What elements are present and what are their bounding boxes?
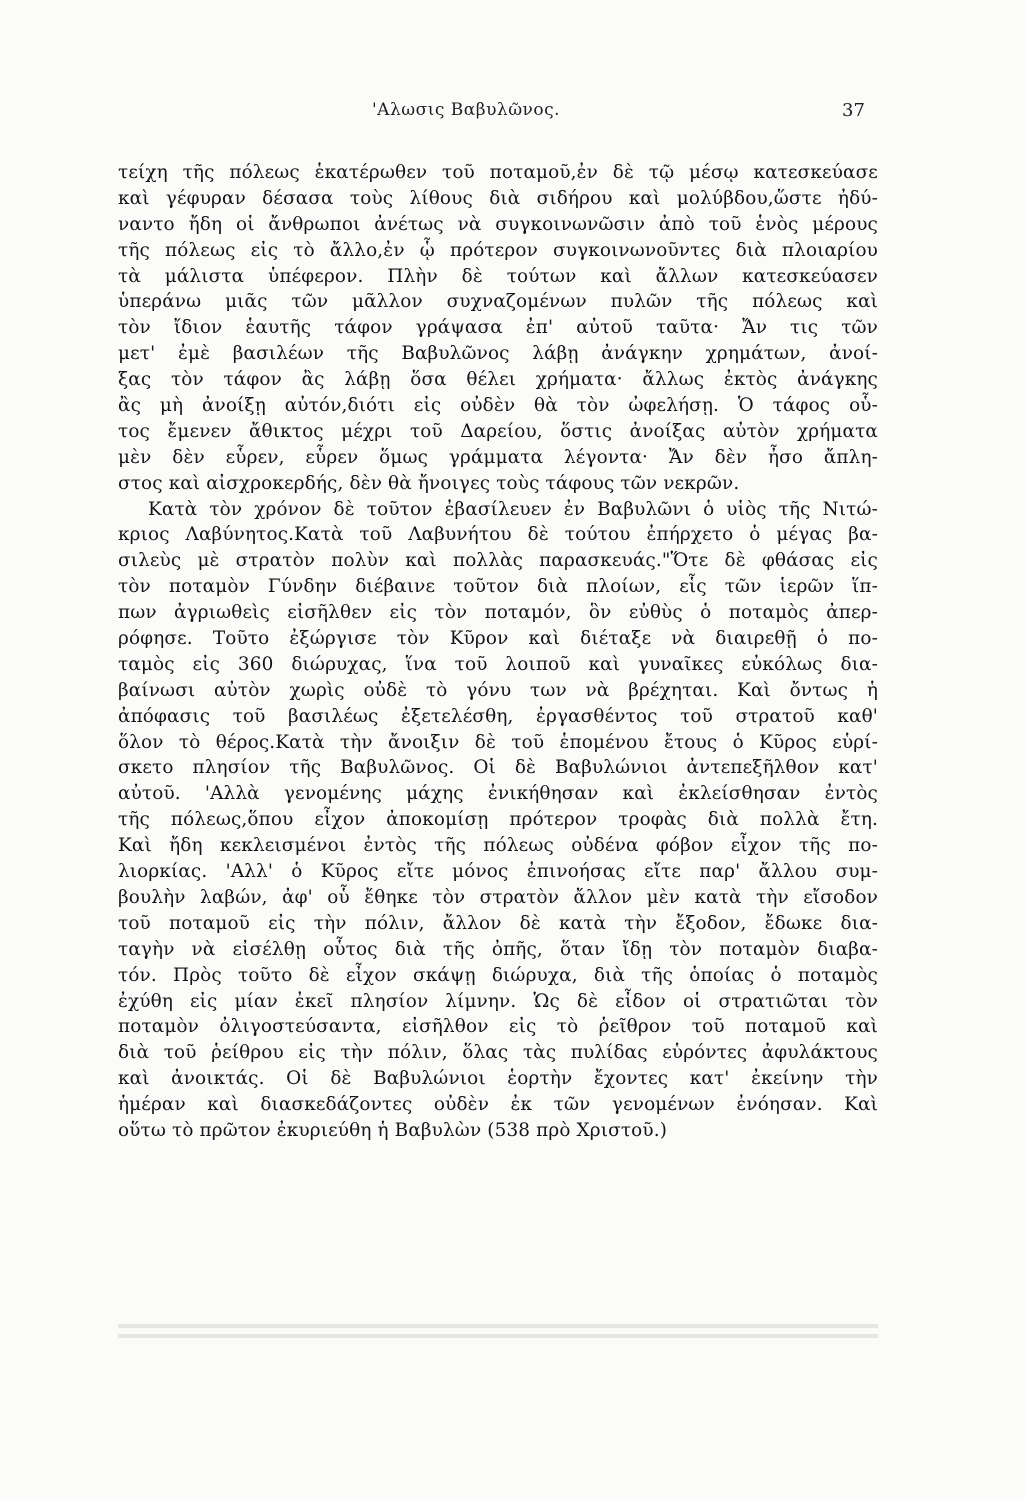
text-line: ναντο ἤδη οἱ ἄνθρωποι ἀνέτως νὰ συγκοινωνῶσιν ἀπὸ τοῦ ἑνὸς μέρους — [118, 213, 878, 235]
text-line: διὰ τοῦ ῥείθρου εἰς τὴν πόλιν, ὅλας τὰς πυλίδας εὑρόντες ἀφυλάκτους — [118, 1042, 878, 1064]
text-line: ταμὸς εἰς 360 διώρυχας, ἵνα τοῦ λοιποῦ καὶ γυναῖκες εὐκόλως δια- — [118, 653, 878, 675]
text-line: ταγὴν νὰ εἰσέλθῃ οὗτος διὰ τῆς ὀπῆς, ὅταν ἴδῃ τὸν ποταμὸν διαβα- — [118, 938, 878, 960]
show-through-line — [118, 1334, 878, 1338]
show-through-footnote — [118, 1318, 878, 1340]
text-line: στος καὶ αἰσχροκερδής, δὲν θὰ ἤνοιγες τοὺς τάφους τῶν νεκρῶν. — [118, 472, 740, 494]
text-line: ἐχύθη εἰς μίαν ἐκεῖ πλησίον λίμνην. Ὡς δὲ εἶδον οἱ στρατιῶται τὸν — [118, 990, 878, 1012]
text-line: βουλὴν λαβών, ἀφ' οὗ ἔθηκε τὸν στρατὸν ἄλλον μὲν κατὰ τὴν εἴσοδον — [118, 886, 878, 908]
text-line: τῆς πόλεως,ὅπου εἶχον ἀποκομίσῃ πρότερον τροφὰς διὰ πολλὰ ἔτη. — [118, 809, 878, 831]
text-line: ποταμὸν ὀλιγοστεύσαντα, εἰσῆλθον εἰς τὸ ῥεῖθρον τοῦ ποταμοῦ καὶ — [118, 1016, 878, 1038]
text-line: τείχη τῆς πόλεως ἑκατέρωθεν τοῦ ποταμοῦ,ἐν δὲ τῷ μέσῳ κατεσκεύασε — [118, 162, 878, 183]
body-text — [118, 160, 878, 1144]
text-line: τὸν ἴδιον ἑαυτῆς τάφον γράψασα ἐπ' αὐτοῦ ταῦτα· Ἄν τις τῶν — [118, 317, 878, 339]
text-line: σκετο πλησίον τῆς Βαβυλῶνος. Οἱ δὲ Βαβυλώνιοι ἀντεπεξῆλθον κατ' — [118, 757, 878, 779]
text-line: βαίνωσι αὐτὸν χωρὶς οὐδὲ τὸ γόνυ των νὰ βρέχηται. Καὶ ὄντως ἡ — [118, 679, 878, 701]
text-line: τὸν ποταμὸν Γύνδην διέβαινε τοῦτον διὰ πλοίων, εἷς τῶν ἱερῶν ἵπ- — [118, 576, 878, 598]
text-line: ἂς μὴ ἀνοίξῃ αὐτόν,διότι εἰς οὐδὲν θὰ τὸν ὠφελήσῃ. Ὁ τάφος οὗ- — [118, 395, 878, 417]
text-line: τος ἔμενεν ἄθικτος μέχρι τοῦ Δαρείου, ὅστις ἀνοίξας αὐτὸν χρήματα — [118, 420, 878, 442]
text-line: ἡμέραν καὶ διασκεδάζοντες οὐδὲν ἐκ τῶν γενομένων ἐνόησαν. Καὶ — [118, 1094, 878, 1116]
text-line: ἀπόφασις τοῦ βασιλέως ἐξετελέσθη, ἐργασθέντος τοῦ στρατοῦ καθ' — [118, 705, 878, 727]
text-line: ξας τὸν τάφον ἂς λάβῃ ὅσα θέλει χρήματα· ἄλλως ἐκτὸς ἀνάγκης — [118, 369, 878, 391]
text-line: μετ' ἐμὲ βασιλέων τῆς Βαβυλῶνος λάβῃ ἀνάγκην χρημάτων, ἀνοί- — [118, 343, 878, 365]
text-line: σιλεὺς μὲ στρατὸν πολὺν καὶ πολλὰς παρασκευάς."Ὅτε δὲ φθάσας εἰς — [118, 550, 878, 572]
text-line: Καὶ ἤδη κεκλεισμένοι ἐντὸς τῆς πόλεως οὐδένα φόβον εἶχον τῆς πο- — [118, 835, 878, 857]
text-line: κριος Λαβύνητος.Κατὰ τοῦ Λαβυνήτου δὲ τούτου ἐπήρχετο ὁ μέγας βα- — [118, 524, 878, 546]
page-number: 37 — [842, 100, 865, 121]
text-line: ρόφησε. Τοῦτο ἐξώργισε τὸν Κῦρον καὶ διέταξε νὰ διαιρεθῇ ὁ πο- — [118, 628, 878, 650]
text-line: τόν. Πρὸς τοῦτο δὲ εἶχον σκάψῃ διώρυχα, διὰ τῆς ὁποίας ὁ ποταμὸς — [118, 964, 878, 986]
text-line: τὰ μάλιστα ὑπέφερον. Πλὴν δὲ τούτων καὶ ἄλλων κατεσκεύασεν — [118, 265, 878, 287]
text-line: καὶ ἀνοικτάς. Οἱ δὲ Βαβυλώνιοι ἑορτὴν ἔχοντες κατ' ἐκείνην τὴν — [118, 1068, 878, 1090]
text-line: καὶ γέφυραν δέσασα τοὺς λίθους διὰ σιδήρου καὶ μολύβδου,ὥστε ἠδύ- — [118, 187, 878, 209]
text-line: ὑπεράνω μιᾶς τῶν μᾶλλον συχναζομένων πυλῶν τῆς πόλεως καὶ — [118, 291, 878, 313]
text-line: αὐτοῦ. 'Αλλὰ γενομένης μάχης ἐνικήθησαν καὶ ἐκλείσθησαν ἐντὸς — [118, 783, 878, 805]
show-through-line — [118, 1324, 878, 1328]
text-line: τῆς πόλεως εἰς τὸ ἄλλο,ἐν ᾧ πρότερον συγκοινωνοῦντες διὰ πλοιαρίου — [118, 239, 878, 261]
text-line: οὕτω τὸ πρῶτον ἐκυριεύθη ἡ Βαβυλὼν (538 πρὸ Χριστοῦ.) — [118, 1119, 668, 1141]
text-line: ὅλον τὸ θέρος.Κατὰ τὴν ἄνοιξιν δὲ τοῦ ἑπομένου ἔτους ὁ Κῦρος εὑρί- — [118, 731, 878, 753]
text-line: τοῦ ποταμοῦ εἰς τὴν πόλιν, ἄλλον δὲ κατὰ τὴν ἔξοδον, ἔδωκε δια- — [118, 912, 878, 934]
paragraph-start-line: Κατὰ τὸν χρόνον δὲ τοῦτον ἐβασίλευεν ἐν Βαβυλῶνι ὁ υἱὸς τῆς Νιτώ- — [148, 498, 878, 520]
text-line: πων ἀγριωθεὶς εἰσῆλθεν εἰς τὸν ποταμόν, ὃν εὐθὺς ὁ ποταμὸς ἀπερ- — [118, 602, 878, 624]
running-title: 'Αλωσις Βαβυλῶνος. — [372, 100, 561, 120]
text-line: μὲν δὲν εὗρεν, εὗρεν ὅμως γράμματα λέγοντα· Ἄν δὲν ἦσο ἄπλη- — [118, 446, 878, 468]
text-line: λιορκίας. 'Αλλ' ὁ Κῦρος εἴτε μόνος ἐπινοήσας εἴτε παρ' ἄλλου συμ- — [118, 861, 878, 883]
